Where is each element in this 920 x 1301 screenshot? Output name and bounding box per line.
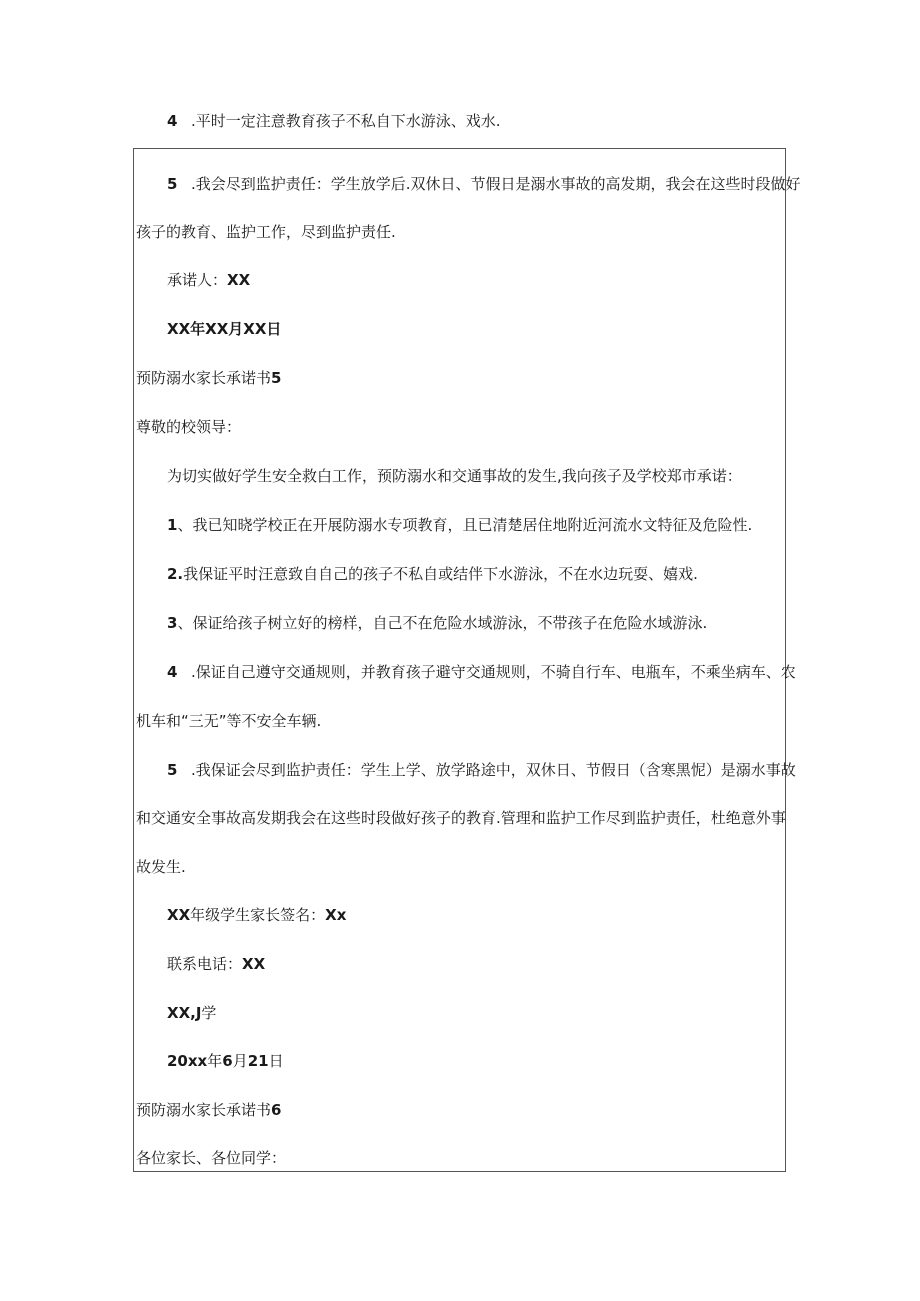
signer-value: XX: [227, 271, 251, 289]
section5-date: [167, 1051, 284, 1071]
title-number: 5: [271, 369, 282, 387]
phone-value: XX: [242, 955, 266, 973]
s5-item-5-line2: 和交通安全事故高发期我会在这些时段做好孩子的教育.管理和监护工作尽到监护责任，杜绝意外事: [136, 809, 786, 827]
grade-prefix: XX: [167, 906, 191, 924]
s4-item-5-line2: 孩子的教育、监护工作，尽到监护责任.: [136, 223, 396, 241]
s4-item-5-line1: [167, 174, 801, 194]
item-text: .平时一定注意教育孩子不私自下水游泳、戏水.: [191, 112, 501, 130]
title-text: 预防溺水家长承诺书: [136, 1101, 272, 1119]
date-year-unit: 年: [207, 1052, 223, 1070]
item-number: 5: [167, 761, 178, 779]
s5-item-1: [167, 515, 752, 535]
phone-label: 联系电话：: [167, 955, 243, 973]
s5-item-3: [167, 613, 707, 633]
school-prefix: XX,J: [167, 1004, 202, 1022]
signature-value: Xx: [325, 906, 347, 924]
s5-item-2: [167, 564, 698, 584]
item-text: .我会尽到监护责任：学生放学后.双休日、节假日是溺水事故的高发期，我会在这些时段做好: [191, 175, 801, 193]
item-number: 2.: [167, 565, 184, 583]
s5-item-4-line2: 机车和“三无”等不安全车辆.: [136, 712, 322, 730]
signer-line: [167, 270, 250, 290]
s5-item-5-line3: 故发生.: [136, 858, 186, 876]
school-line: [167, 1003, 216, 1023]
item-text: 我保证平时汪意致自自己的孩子不私自或结伴下水游泳，不在水边玩耍、嬉戏.: [183, 565, 698, 583]
signer-date: XX年XX月XX日: [167, 320, 282, 338]
date-month-unit: 月: [232, 1052, 248, 1070]
section6-title: [136, 1100, 281, 1120]
s5-item-4-line1: [167, 662, 796, 682]
content-frame: [133, 148, 786, 1172]
title-number: 6: [271, 1101, 282, 1119]
item-text: 、保证给孩子树立好的榜样，自己不在危险水域游泳，不带孩子在危险水域游泳.: [177, 614, 708, 632]
item-text: .保证自己遵守交通规则，并教育孩子避守交通规则，不骑自行车、电瓶车，不乘坐病车、农: [191, 663, 796, 681]
parent-signature: [167, 905, 346, 925]
school-suffix: 学: [201, 1004, 217, 1022]
title-text: 预防溺水家长承诺书: [136, 369, 272, 387]
date-day: 21: [247, 1052, 269, 1070]
date-year: 20xx: [167, 1052, 208, 1070]
item-number: 5: [167, 175, 178, 193]
section5-intro: 为切实做好学生安全救白工作，预防溺水和交通事故的发生,我向孩子及学校郑市承诺：: [167, 467, 742, 485]
item-text: .我保证会尽到监护责任：学生上学、放学路途中，双休日、节假日（含寒黑怩）是溺水事故: [191, 761, 796, 779]
date-day-unit: 日: [268, 1052, 284, 1070]
s5-item-5-line1: [167, 760, 796, 780]
item-number: 4: [167, 663, 178, 681]
item-number: 4: [167, 112, 178, 130]
item-number: 1: [167, 516, 178, 534]
section5-title: [136, 368, 281, 388]
phone-line: [167, 954, 265, 974]
section5-salutation: 尊敬的校领导：: [136, 418, 242, 436]
signature-label: 年级学生家长签名：: [190, 906, 326, 924]
item-number: 3: [167, 614, 178, 632]
item-text: 、我已知晓学校正在开展防溺水专项教育，且已清楚居住地附近河流水文特征及危险性.: [177, 516, 753, 534]
section6-salutation: 各位家长、各位同学：: [136, 1149, 287, 1167]
date-month: 6: [222, 1052, 233, 1070]
signer-label: 承诺人：: [167, 271, 228, 289]
top-item-4: [167, 111, 501, 131]
